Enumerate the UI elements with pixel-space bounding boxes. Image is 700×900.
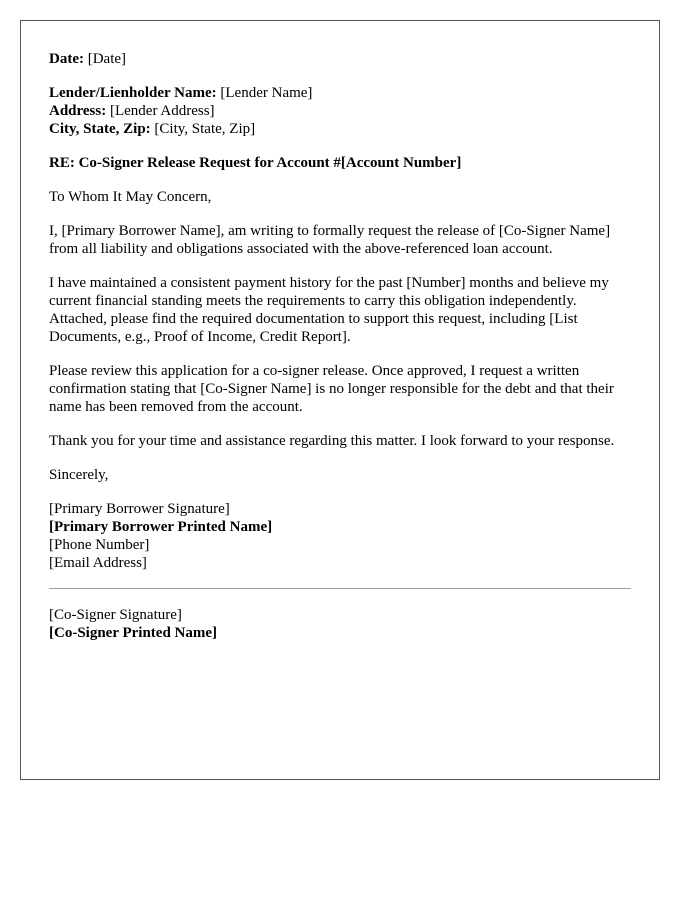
date-label: Date: [49, 51, 84, 67]
date-line [49, 50, 631, 68]
body-paragraph-4: Thank you for your time and assistance regarding this matter. I look forward to your response. [49, 433, 615, 449]
lender-address-label: Address: [49, 103, 107, 119]
body-paragraph-3: Please review this application for a co-signer release. Once approved, I request a written confirmation stating that [Co-Signer Name] is no longer responsible for the debt and that their name has been removed from the account. [49, 363, 614, 415]
borrower-printed-name: [Primary Borrower Printed Name] [49, 519, 273, 535]
lender-block [49, 84, 631, 138]
lender-address-value: [Lender Address] [109, 103, 215, 119]
borrower-signature-block [49, 500, 631, 572]
cosigner-signature-block [49, 606, 631, 642]
signature-divider [49, 588, 631, 589]
lender-name-value: [Lender Name] [220, 85, 313, 101]
borrower-email: [Email Address] [49, 555, 147, 571]
body-paragraph-2: I have maintained a consistent payment history for the past [Number] months and believe my current financial standing meets the requirements to carry this obligation independently. Attached, please find the required documentation to support this request, including [List Documents, e.g., Proof of Income, Credit Report]. [49, 275, 609, 345]
lender-name-label: Lender/Lienholder Name: [49, 85, 217, 101]
closing: Sincerely, [49, 467, 109, 483]
body-paragraph-1: I, [Primary Borrower Name], am writing to formally request the release of [Co-Signer Name] from all liability and obligations associated with the above-referenced loan account. [49, 223, 611, 257]
borrower-phone: [Phone Number] [49, 537, 150, 553]
lender-name-line [49, 84, 631, 102]
borrower-signature: [Primary Borrower Signature] [49, 501, 230, 517]
lender-csz-label: City, State, Zip: [49, 121, 151, 137]
lender-address-line [49, 102, 631, 120]
salutation: To Whom It May Concern, [49, 189, 212, 205]
subject-line: RE: Co-Signer Release Request for Account #[Account Number] [49, 155, 462, 171]
date-value: [Date] [87, 51, 127, 67]
lender-csz-value: [City, State, Zip] [154, 121, 256, 137]
letter-page [20, 20, 660, 780]
cosigner-printed-name: [Co-Signer Printed Name] [49, 625, 218, 641]
lender-csz-line [49, 120, 631, 138]
cosigner-signature: [Co-Signer Signature] [49, 607, 182, 623]
